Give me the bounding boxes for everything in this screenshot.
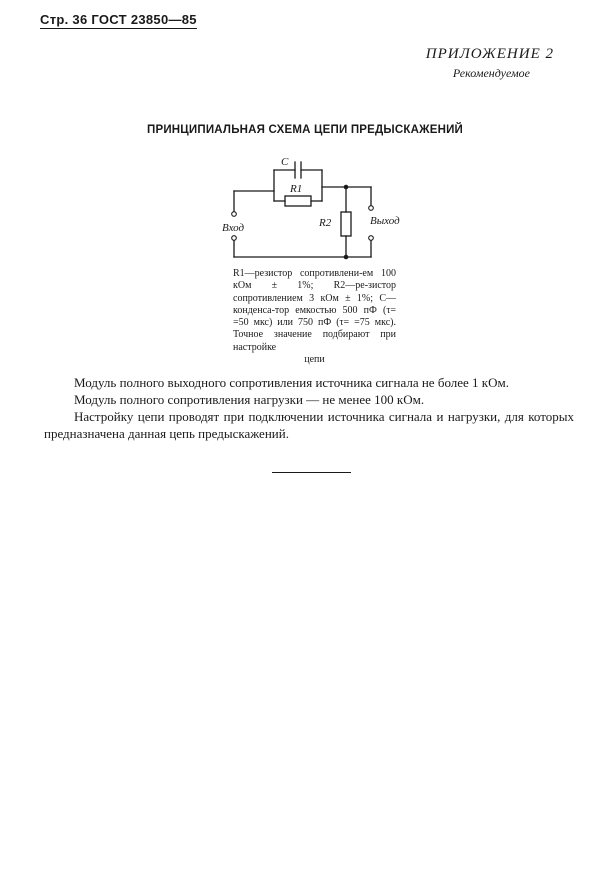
appendix-status: Рекомендуемое [452, 66, 530, 80]
output-common-terminal [369, 236, 374, 241]
label-output: Выход [370, 215, 400, 227]
paragraph: Модуль полного сопротивления нагрузки — не менее 100 кОм. [74, 392, 425, 407]
schematic-caption [233, 268, 396, 366]
caption-last-line: цепи [304, 354, 325, 366]
resistor-r1 [285, 196, 311, 206]
junction-dot-right [344, 185, 349, 190]
caption-text: R1—резистор сопротивлени-ем 100 кОм ± 1%; R2—ре-зистор сопротивлением 3 кОм ± 1%; C—конденса-тор емкостью 500 пФ (τ= =50 мкс) или 750 пФ (τ= =75 мкс). Точное значение подбирают при настройке [233, 268, 396, 353]
label-input: Вход [222, 222, 245, 234]
input-terminal [232, 212, 237, 217]
body-text [44, 374, 574, 442]
label-r1: R1 [290, 183, 303, 195]
section-title: ПРИНЦИПИАЛЬНАЯ СХЕМА ЦЕПИ ПРЕДЫСКАЖЕНИЙ [146, 124, 464, 136]
input-common-terminal [232, 236, 237, 241]
label-c: C [281, 156, 289, 168]
output-terminal [369, 206, 374, 211]
resistor-r2 [341, 212, 351, 236]
label-r2: R2 [319, 217, 332, 229]
circuit-schematic [215, 150, 405, 268]
paragraph: Модуль полного выходного сопротивления источника сигнала не более 1 кОм. [74, 375, 509, 390]
end-rule [272, 472, 351, 473]
paragraph: Настройку цепи проводят при подключении источника сигнала и нагрузки, для которых предназначена данная цепь предыскажений. [44, 409, 574, 441]
junction-dot-bottom [344, 255, 349, 260]
appendix-title: ПРИЛОЖЕНИЕ 2 [425, 46, 554, 62]
page-header: Стр. 36 ГОСТ 23850—85 [40, 12, 197, 27]
